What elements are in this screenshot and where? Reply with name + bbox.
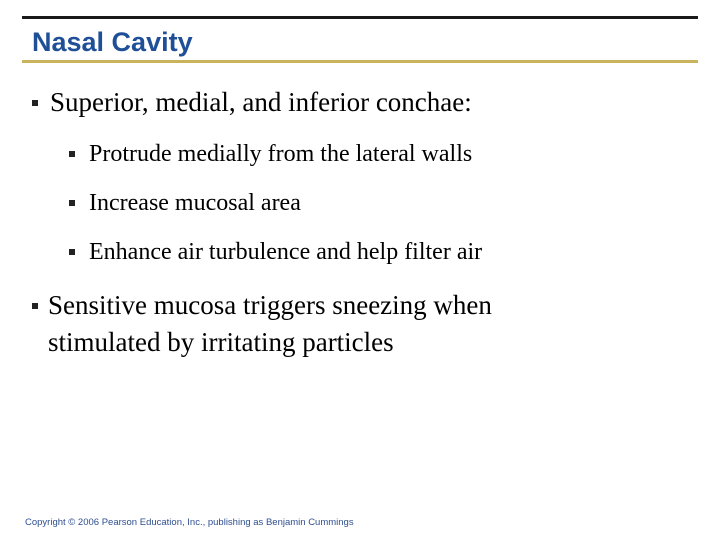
title-underline bbox=[22, 60, 698, 63]
subbullet-marker bbox=[69, 249, 75, 255]
slide-title: Nasal Cavity bbox=[32, 27, 193, 57]
subbullet-marker bbox=[69, 151, 75, 157]
subbullet-text: Increase mucosal area bbox=[89, 190, 301, 216]
copyright-footer: Copyright © 2006 Pearson Education, Inc., publishing as Benjamin Cummings bbox=[25, 517, 354, 528]
bullet-text: Sensitive mucosa triggers sneezing when bbox=[48, 290, 492, 320]
bullet-text-continuation: stimulated by irritating particles bbox=[48, 327, 394, 357]
top-rule bbox=[22, 16, 698, 19]
bullet-text: Superior, medial, and inferior conchae: bbox=[50, 87, 472, 117]
bullet-marker bbox=[32, 303, 38, 309]
subbullet-text: Enhance air turbulence and help filter air bbox=[89, 239, 483, 265]
subbullet-text: Protrude medially from the lateral walls bbox=[89, 141, 473, 167]
bullet-marker bbox=[32, 100, 38, 106]
subbullet-marker bbox=[69, 200, 75, 206]
